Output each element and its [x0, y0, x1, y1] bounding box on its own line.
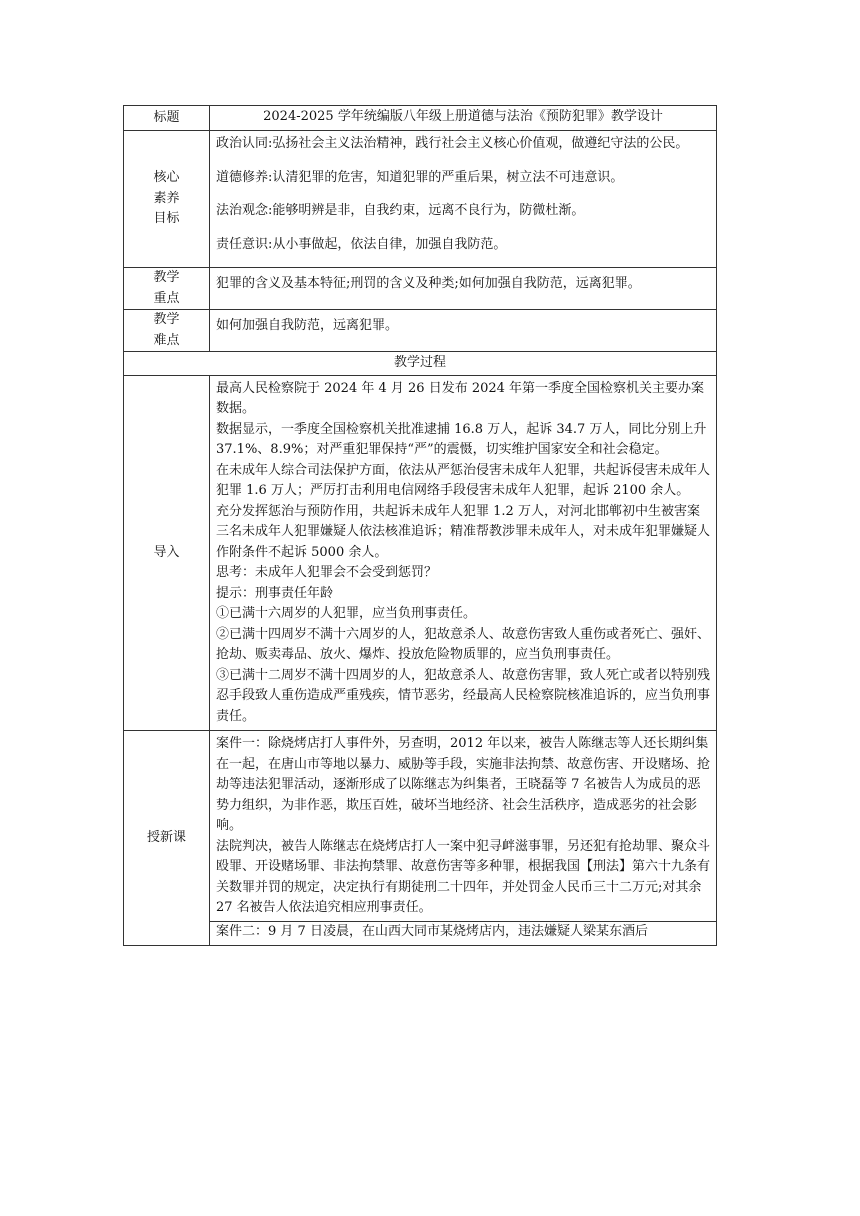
intro-paragraph: 数据显示，一季度全国检察机关批准逮捕 16.8 万人，起诉 34.7 万人，同比分别上升 37.1%、8.9%；对严重犯罪保持“严”的震慑，切实维护国家安全和社会稳定。 — [216, 421, 707, 457]
new-lesson-paragraph: 法院判决，被告人陈继志在烧烤店打人一案中犯寻衅滋事罪，另还犯有抢劫罪、聚众斗殴罪、开设赌场罪、非法拘禁罪、故意伤害等多种罪，根据我国【刑法】第六十九条有关数罪并罚的规定，决定执行有期徒刑二十四年，并处罚金人民币三十二万元;对其余 27 名被告人依法追究相应刑事责任。 — [216, 838, 711, 915]
core-literacy-label-line: 素养 — [153, 190, 180, 206]
core-literacy-item: 道德修养:认清犯罪的危害，知道犯罪的严重后果，树立法不可违意识。 — [216, 169, 624, 185]
difficult-points-label — [124, 310, 210, 352]
key-points-label-line: 教学 — [153, 270, 180, 285]
intro-paragraph: ①已满十六周岁的人犯罪，应当负刑事责任。 — [216, 606, 477, 621]
process-heading: 教学过程 — [124, 352, 717, 376]
intro-paragraph: 在未成年人综合司法保护方面，依法从严惩治侵害未成年人犯罪，共起诉侵害未成年人犯罪 1.6 万人；严厉打击利用电信网络手段侵害未成年人犯罪，起诉 2100 余人。 — [216, 462, 711, 498]
intro-row — [124, 375, 717, 731]
intro-paragraph: 充分发挥惩治与预防作用，共起诉未成年人犯罪 1.2 万人，对河北邯郸初中生被害案三名未成年人犯罪嫌疑人依法核准追诉；精准帮教涉罪未成年人，对未成年犯罪嫌疑人作附条件不起诉 5000 余人。 — [216, 503, 711, 560]
difficult-points-text: 如何加强自我防范，远离犯罪。 — [216, 318, 399, 333]
intro-paragraph: ③已满十二周岁不满十四周岁的人，犯故意杀人、故意伤害罪，致人死亡或者以特别残忍手段致人重伤造成严重残疾，情节恶劣，经最高人民检察院核准追诉的，应当负刑事责任。 — [216, 667, 711, 724]
intro-content — [210, 375, 717, 731]
key-points-label — [124, 268, 210, 310]
core-literacy-label — [124, 131, 210, 268]
new-lesson-row — [124, 731, 717, 946]
core-literacy-label-line: 核心 — [153, 170, 180, 186]
key-points-content — [210, 268, 717, 310]
difficult-points-row — [124, 310, 717, 352]
difficult-points-label-line: 难点 — [153, 332, 180, 348]
core-literacy-content — [210, 131, 717, 268]
difficult-points-label-line: 教学 — [153, 312, 180, 327]
core-literacy-item: 政治认同:弘扬社会主义法治精神，践行社会主义核心价值观，做遵纪守法的公民。 — [216, 136, 689, 151]
key-points-row — [124, 268, 717, 310]
intro-paragraph: ②已满十四周岁不满十六周岁的人，犯故意杀人、故意伤害致人重伤或者死亡、强奸、抢劫、贩卖毒品、放火、爆炸、投放危险物质罪的，应当负刑事责任。 — [216, 626, 711, 662]
core-literacy-item: 责任意识:从小事做起，依法自律，加强自我防范。 — [216, 236, 507, 252]
intro-label: 导入 — [124, 375, 210, 731]
title-label: 标题 — [124, 106, 210, 131]
new-lesson-paragraph: 案件二：9 月 7 日凌晨，在山西大同市某烧烤店内，违法嫌疑人梁某东酒后 — [210, 921, 716, 943]
difficult-points-content — [210, 310, 717, 352]
new-lesson-content — [210, 731, 717, 946]
core-literacy-item: 法治观念:能够明辨是非，自我约束，远离不良行为，防微杜渐。 — [216, 203, 585, 218]
title-row — [124, 106, 717, 131]
core-literacy-label-line: 目标 — [153, 211, 180, 227]
lesson-plan-table — [123, 105, 717, 946]
new-lesson-label: 授新课 — [124, 731, 210, 946]
new-lesson-paragraph: 案件一：除烧烤店打人事件外，另查明，2012 年以来，被告人陈继志等人还长期纠集在一起，在唐山市等地以暴力、威胁等手段，实施非法拘禁、故意伤害、开设赌场、抢劫等违法犯罪活动，逐渐形成了以陈继志为纠集者，王晓磊等 7 名被告人为成员的恶势力组织，为非作恶，欺压百姓，破坏当地经济、社会生活秩序，造成恶劣的社会影响。 — [216, 736, 711, 833]
key-points-label-line: 重点 — [153, 290, 180, 306]
key-points-text: 犯罪的含义及基本特征;刑罚的含义及种类;如何加强自我防范，远离犯罪。 — [216, 276, 641, 291]
intro-paragraph: 最高人民检察院于 2024 年 4 月 26 日发布 2024 年第一季度全国检察机关主要办案数据。 — [216, 380, 705, 416]
core-literacy-row — [124, 131, 717, 268]
intro-paragraph: 思考：未成年人犯罪会不会受到惩罚？ — [216, 565, 438, 580]
intro-paragraph: 提示：刑事责任年龄 — [216, 585, 334, 601]
process-heading-row — [124, 352, 717, 376]
title-value: 2024-2025 学年统编版八年级上册道德与法治《预防犯罪》教学设计 — [210, 106, 717, 131]
